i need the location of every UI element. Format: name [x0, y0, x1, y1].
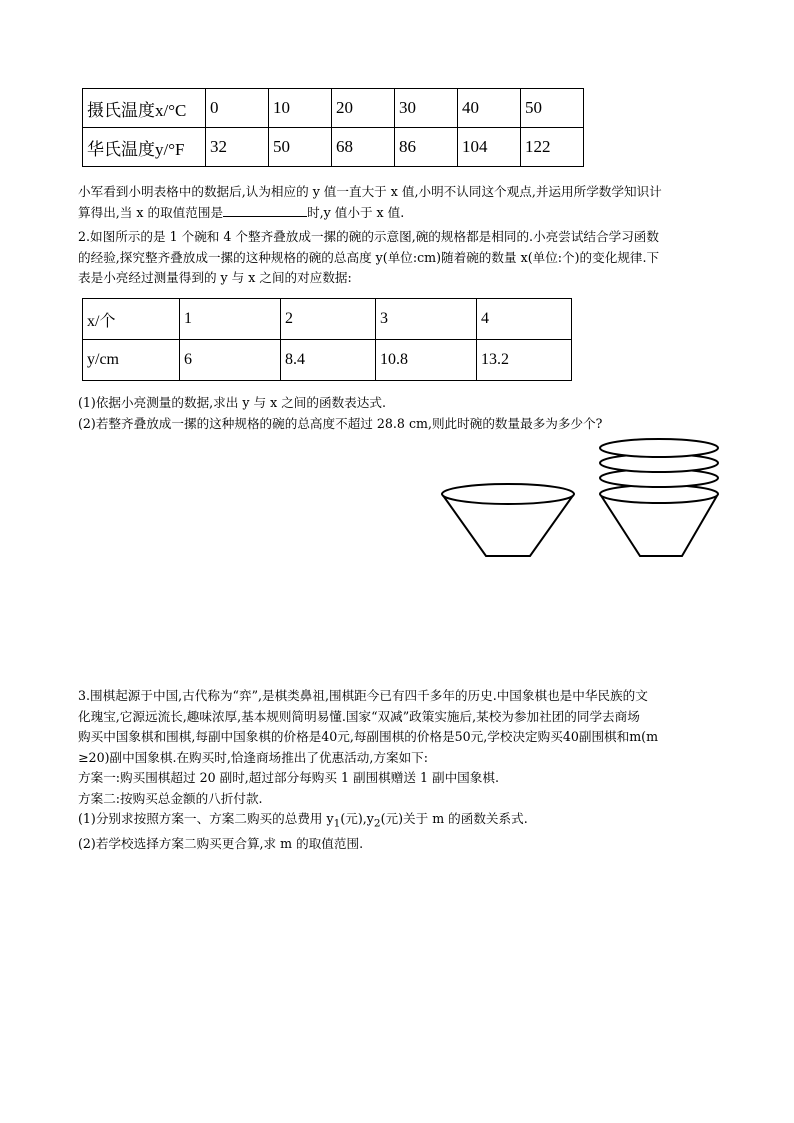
- stacked-bowls-figure: [430, 428, 730, 560]
- table-cell: 摄氏温度x/°C: [83, 89, 206, 128]
- table-row: [83, 299, 572, 340]
- bowl-height-table: [82, 298, 572, 381]
- text-line: 2.如图所示的是 1 个碗和 4 个整齐叠放成一摞的碗的示意图,碗的规格都是相同的.小亮尝试结合学习函数: [78, 229, 659, 244]
- table-row: [83, 128, 584, 167]
- table-cell: 122: [521, 128, 584, 167]
- text-line: ≥20)副中国象棋.在购买时,恰逢商场推出了优惠活动,方案如下:: [78, 749, 428, 765]
- text-fragment: 算得出,当 x 的取值范围是: [78, 204, 224, 220]
- table-cell: 104: [458, 128, 521, 167]
- text-line: 表是小亮经过测量得到的 y 与 x 之间的对应数据:: [78, 270, 352, 285]
- table-cell: 2: [281, 299, 376, 340]
- text-line: 的经验,探究整齐叠放成一摞的这种规格的碗的总高度 y(单位:cm)随着碗的数量 x(单位:个)的变化规律.下: [78, 249, 660, 265]
- table-cell: 10.8: [376, 340, 477, 381]
- text-line: 购买中国象棋和围棋,每副中国象棋的价格是40元,每副围棋的价格是50元,学校决定购买40副围棋和m(m: [78, 729, 659, 744]
- table-cell: 30: [395, 89, 458, 128]
- question-2-stem: [78, 227, 724, 289]
- table-cell: 6: [180, 340, 281, 381]
- subquestion-2: (2)若整齐叠放成一摞的这种规格的碗的总高度不超过 28.8 cm,则此时碗的数量最多为多少个?: [78, 415, 603, 431]
- table-cell: 0: [206, 89, 269, 128]
- question-3: [78, 686, 724, 855]
- table-cell: 32: [206, 128, 269, 167]
- text-line: 化瑰宝,它源远流长,趣味浓厚,基本规则简明易懂.国家“双减”政策实施后,某校为参加社团的同学去商场: [78, 708, 640, 724]
- plan-2: 方案二:按购买总金额的八折付款.: [78, 790, 263, 806]
- subquestion-2: (2)若学校选择方案二购买更合算,求 m 的取值范围.: [78, 836, 364, 852]
- text-line: 3.围棋起源于中国,古代称为“弈”,是棋类鼻祖,围棋距今已有四千多年的历史.中国象棋也是中华民族的文: [78, 688, 648, 703]
- subquestion-1: [78, 809, 724, 834]
- temperature-table: [82, 88, 584, 167]
- table-cell: 3: [376, 299, 477, 340]
- table-cell: 13.2: [477, 340, 572, 381]
- table-cell: 40: [458, 89, 521, 128]
- table-cell: 50: [521, 89, 584, 128]
- answer-blank[interactable]: [223, 204, 307, 217]
- table-row: [83, 340, 572, 381]
- text-line: [78, 203, 724, 224]
- subscript: 1: [333, 817, 341, 830]
- single-bowl-rim: [442, 484, 574, 504]
- question-1-conclusion: [78, 182, 724, 223]
- text-line: 小军看到小明表格中的数据后,认为相应的 y 值一直大于 x 值,小明不认同这个观点,并运用所学数学知识计: [78, 184, 662, 199]
- subscript: 2: [373, 817, 381, 830]
- table-cell: 4: [477, 299, 572, 340]
- table-row: [83, 89, 584, 128]
- text-fragment: 时,y 值小于 x 值.: [307, 204, 405, 220]
- text-fragment: (元),y: [340, 811, 374, 826]
- plan-1: 方案一:购买围棋超过 20 副时,超过部分每购买 1 副围棋赠送 1 副中国象棋.: [78, 770, 499, 785]
- stacked-bowl-rim: [600, 439, 718, 457]
- table-cell: 50: [269, 128, 332, 167]
- text-fragment: (1)分别求按照方案一、方案二购买的总费用 y: [78, 811, 334, 826]
- table-cell: 68: [332, 128, 395, 167]
- table-cell: x/个: [83, 299, 180, 340]
- table-cell: 华氏温度y/°F: [83, 128, 206, 167]
- text-fragment: (元)关于 m 的函数关系式.: [380, 811, 528, 826]
- table-cell: 86: [395, 128, 458, 167]
- table-cell: 10: [269, 89, 332, 128]
- table-cell: 8.4: [281, 340, 376, 381]
- table-cell: y/cm: [83, 340, 180, 381]
- table-cell: 1: [180, 299, 281, 340]
- table-cell: 20: [332, 89, 395, 128]
- subquestion-1: (1)依据小亮测量的数据,求出 y 与 x 之间的函数表达式.: [78, 395, 386, 410]
